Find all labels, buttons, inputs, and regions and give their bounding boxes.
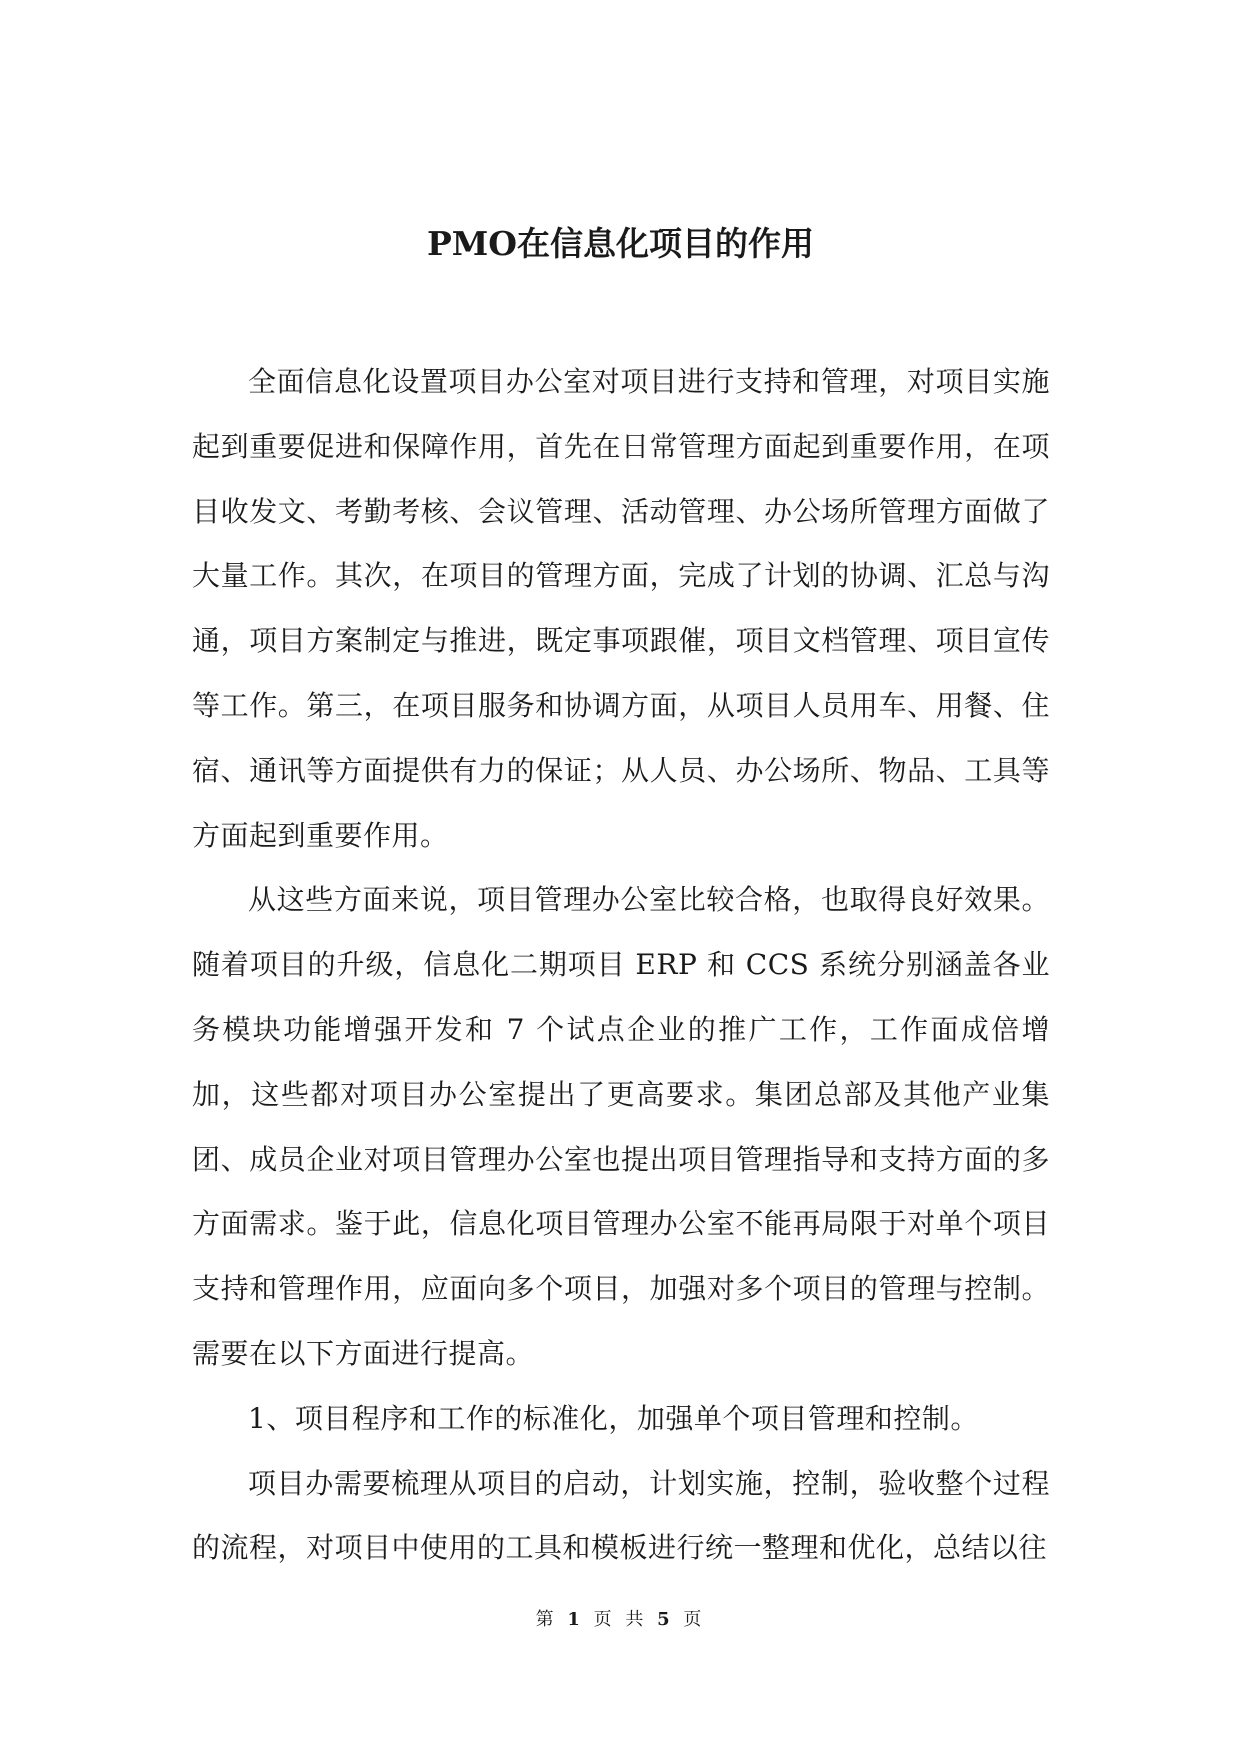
document-body — [192, 350, 1050, 1581]
total-pages-number: 5 — [657, 1609, 674, 1630]
document-title: PMO在信息化项目的作用 — [426, 224, 815, 263]
footer-prefix: 第 — [535, 1609, 558, 1630]
page-number-footer — [0, 1608, 1241, 1632]
current-page-number: 1 — [567, 1609, 584, 1630]
paragraph-2: 从这些方面来说，项目管理办公室比较合格，也取得良好效果。随着项目的升级，信息化二期项目 ERP 和 CCS 系统分别涵盖各业务模块功能增强开发和 7 个试点企业的推广工作，工作面成倍增加，这些都对项目办公室提出了更高要求。集团总部及其他产业集团、成员企业对项目管理办公室也提出项目管理指导和支持方面的多方面需求。鉴于此，信息化项目管理办公室不能再局限于对单个项目支持和管理作用，应面向多个项目，加强对多个项目的管理与控制。需要在以下方面进行提高。 — [192, 883, 1050, 1370]
paragraph-4: 项目办需要梳理从项目的启动，计划实施，控制，验收整个过程的流程，对项目中使用的工具和模板进行统一整理和优化，总结以往 — [192, 1466, 1050, 1565]
footer-suffix: 页 — [683, 1609, 706, 1630]
footer-middle: 页 共 — [593, 1609, 648, 1630]
paragraph-3: 1、项目程序和工作的标准化，加强单个项目管理和控制。 — [248, 1401, 979, 1435]
paragraph-1: 全面信息化设置项目办公室对项目进行支持和管理，对项目实施起到重要促进和保障作用，首先在日常管理方面起到重要作用，在项目收发文、考勤考核、会议管理、活动管理、办公场所管理方面做了大量工作。其次，在项目的管理方面，完成了计划的协调、汇总与沟通，项目方案制定与推进，既定事项跟催，项目文档管理、项目宣传等工作。第三，在项目服务和协调方面，从项目人员用车、用餐、住宿、通讯等方面提供有力的保证；从人员、办公场所、物品、工具等方面起到重要作用。 — [192, 365, 1050, 852]
